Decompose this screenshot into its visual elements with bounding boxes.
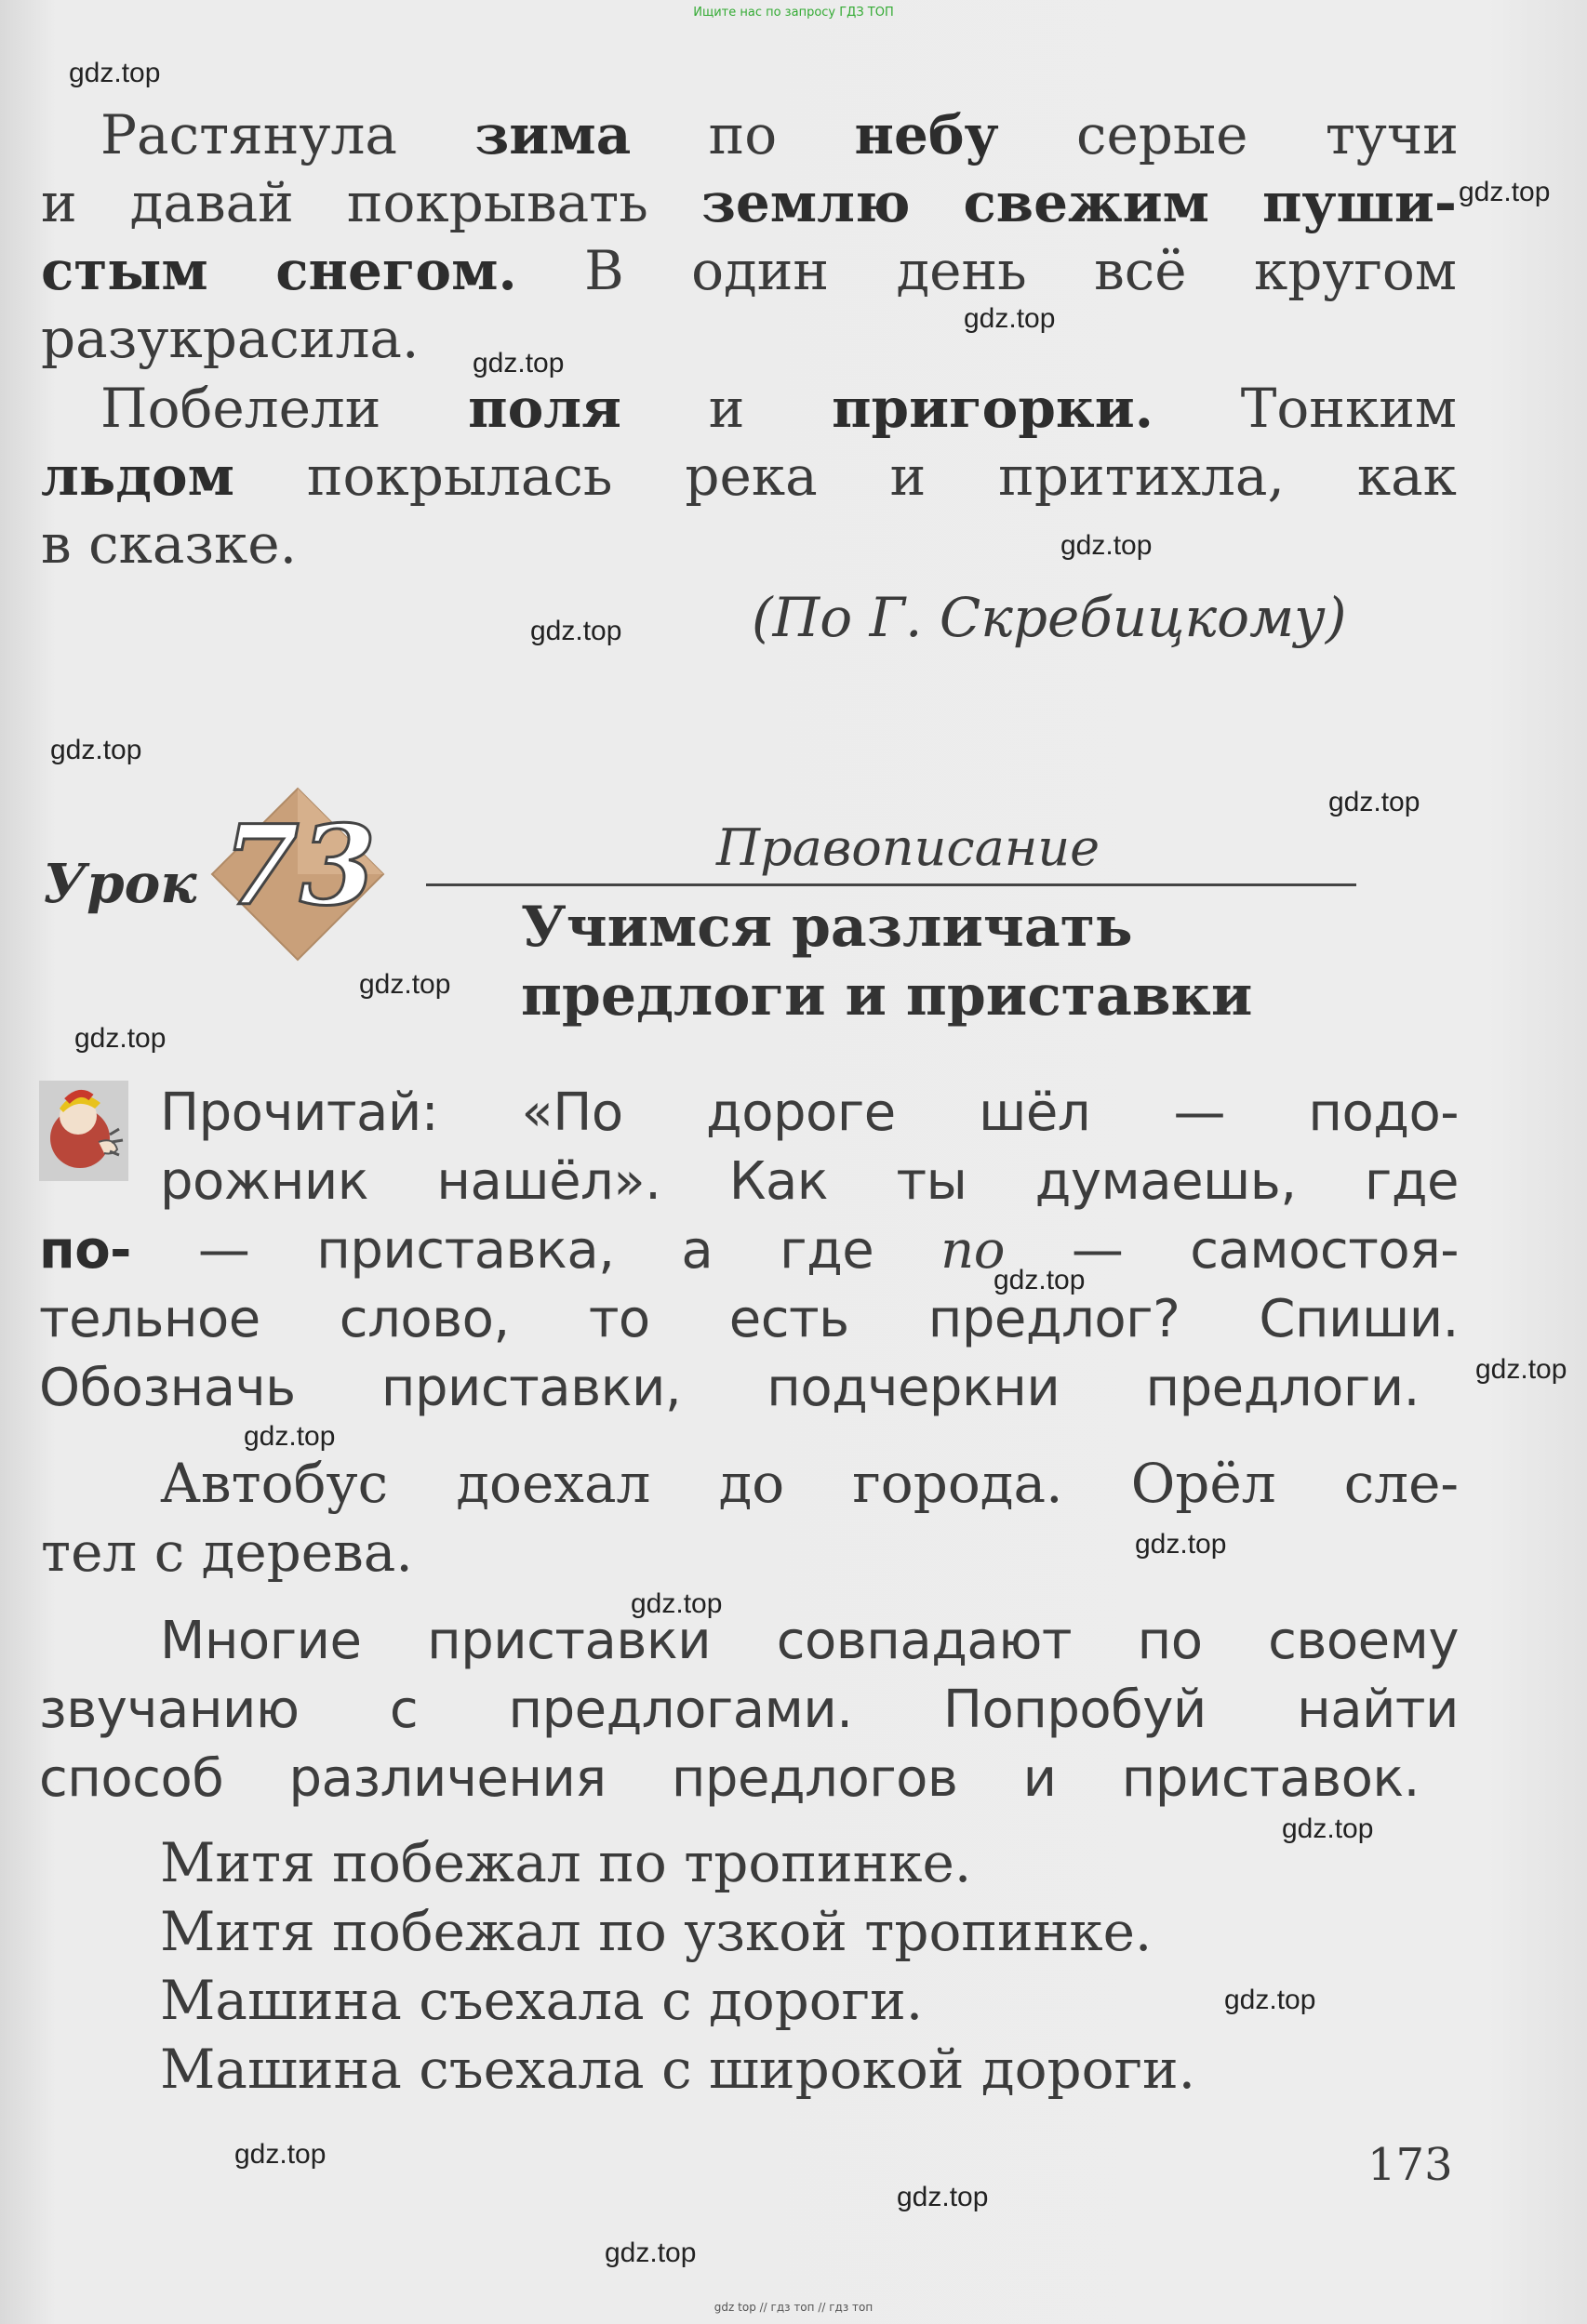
watermark: gdz.top [1224,1985,1316,2015]
lesson-label: Урок [43,852,197,915]
watermark: gdz.top [631,1588,723,1619]
watermark: gdz.top [1475,1354,1567,1385]
sentence-1: Митя побежал по тропинке. [160,1831,972,1894]
watermark: gdz.top [473,348,565,378]
task-line-4: тельное слово, то есть предлог? Спиши. [39,1289,1459,1349]
watermark: gdz.top [244,1421,336,1452]
task-line-2: рожник нашёл». Как ты думаешь, где [160,1151,1459,1212]
lesson-title-line-1: Учимся различать [521,895,1133,960]
poem-line-5: Побелели поля и пригорки. Тонким [100,377,1457,440]
sentence-2: Митя побежал по узкой тропинке. [160,1900,1153,1963]
watermark: gdz.top [530,616,622,646]
watermark: gdz.top [1459,177,1551,207]
watermark: gdz.top [1328,787,1420,817]
task-line-5: Обозначь приставки, подчеркни предлоги. [39,1358,1420,1418]
poem-author: (По Г. Скребицкому) [752,586,1347,649]
lesson-title-line-2: предлоги и приставки [521,963,1253,1029]
rule-paragraph-line-2: звучанию с предлогами. Попробуй найти [39,1680,1459,1740]
task-line-3: по- — приставка, а где по — самостоя- [39,1220,1459,1281]
lesson-number-badge [205,781,391,967]
poem-line-2: и давай покрывать землю свежим пуши- [41,171,1457,234]
poem-line-3: стым снегом. В один день всё кругом [41,239,1457,302]
watermark: gdz.top [605,2238,697,2268]
poem-line-7: в сказке. [41,512,298,576]
watermark: gdz.top [234,2139,327,2170]
rule-paragraph-line-3: способ различения предлогов и приставок. [39,1748,1420,1809]
watermark: gdz.top [964,303,1056,334]
watermark: gdz.top [1135,1529,1227,1560]
header-watermark: Ищите нас по запросу ГДЗ ТОП [693,6,894,20]
poem-line-6: льдом покрылась река и притихла, как [41,445,1457,508]
sentence-4: Машина съехала с широкой дороги. [160,2038,1196,2101]
watermark: gdz.top [994,1265,1086,1295]
watermark: gdz.top [1282,1813,1374,1844]
speaking-character-icon [39,1081,128,1181]
lesson-number: 73 [222,801,377,930]
watermark: gdz.top [359,969,451,1000]
watermark: gdz.top [897,2182,989,2212]
poem-line-1: Растянула зима по небу серые тучи [100,103,1459,166]
watermark: gdz.top [74,1023,167,1054]
header-rule [426,883,1356,886]
exercise-line-1: Автобус доехал до города. Орёл сле- [160,1452,1459,1515]
watermark: gdz.top [50,735,142,765]
watermark: gdz.top [69,58,161,88]
lesson-topic: Правописание [716,818,1100,877]
task-line-1: Прочитай: «По дороге шёл — подо- [160,1082,1459,1143]
sentence-3: Машина съехала с дороги. [160,1969,924,2032]
watermark: gdz.top [1060,530,1153,561]
footer-watermark: gdz top // гдз топ // гдз топ [713,2301,874,2314]
page-number: 173 [1367,2139,1453,2191]
poem-line-4: разукрасила. [41,307,420,370]
exercise-line-2: тел с дерева. [41,1521,413,1584]
rule-paragraph-line-1: Многие приставки совпадают по своему [160,1611,1459,1671]
